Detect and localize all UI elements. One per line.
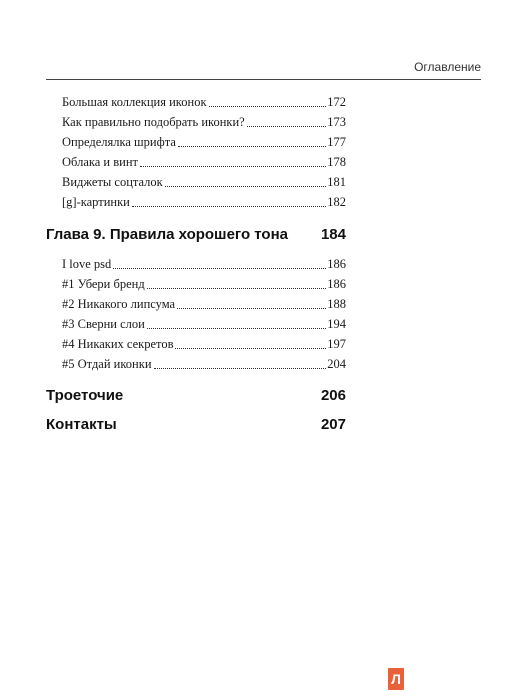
toc-entry-title: Определялка шрифта — [62, 135, 176, 149]
toc-entry — [62, 132, 346, 150]
section-page: 207 — [320, 416, 346, 433]
dot-leader — [154, 368, 327, 369]
section-heading — [46, 413, 346, 433]
toc-entry-page: 172 — [327, 95, 346, 109]
dot-leader — [209, 106, 327, 107]
dot-leader — [177, 308, 326, 309]
toc-entry-title: #5 Отдай иконки — [62, 357, 152, 371]
toc-entry-title: #2 Никакого липсума — [62, 297, 176, 311]
toc-entry-page: 186 — [327, 257, 346, 271]
toc-entry — [62, 254, 346, 272]
toc-entry-page: 177 — [327, 135, 346, 149]
toc-entry-page: 182 — [327, 195, 346, 209]
toc-entry — [62, 354, 346, 372]
header-rule — [46, 79, 481, 80]
toc-entry — [62, 152, 346, 170]
toc-entry-title: Большая коллекция иконок — [62, 95, 207, 109]
chapter-page: 184 — [320, 226, 346, 243]
toc-entry-title: Виджеты соцталок — [62, 175, 163, 189]
dot-leader — [175, 348, 326, 349]
toc-entry-page: 186 — [327, 277, 346, 291]
running-header: Оглавление — [414, 60, 481, 74]
toc-entry — [62, 172, 346, 190]
toc-entry-title: #1 Убери бренд — [62, 277, 145, 291]
toc-entry-title: Как правильно подобрать иконки? — [62, 115, 245, 129]
toc-entry-page: 204 — [327, 357, 346, 371]
section-title: Троеточие — [46, 387, 124, 404]
toc-entry — [62, 192, 346, 210]
toc-entry-title: [g]-картинки — [62, 195, 130, 209]
toc-entry — [62, 274, 346, 292]
toc-entry — [62, 112, 346, 130]
dot-leader — [147, 288, 327, 289]
section-heading — [46, 384, 346, 404]
dot-leader — [247, 126, 327, 127]
dot-leader — [147, 328, 326, 329]
toc-entry-page: 181 — [327, 175, 346, 189]
section-title: Контакты — [46, 416, 117, 433]
dot-leader — [178, 146, 326, 147]
dot-leader — [132, 206, 326, 207]
toc-entry-title: Облака и винт — [62, 155, 138, 169]
toc-entry-page: 173 — [327, 115, 346, 129]
toc-entry — [62, 314, 346, 332]
publisher-logo-icon: Л — [388, 668, 404, 690]
toc-entry-title: #4 Никаких секретов — [62, 337, 174, 351]
toc-entry-page: 194 — [327, 317, 346, 331]
toc-entry — [62, 294, 346, 312]
toc-entry-title: #3 Сверни слои — [62, 317, 145, 331]
toc-entry — [62, 92, 346, 110]
toc-entry-page: 188 — [327, 297, 346, 311]
toc-entry-title: I love psd — [62, 257, 112, 271]
dot-leader — [113, 268, 326, 269]
toc-entry — [62, 334, 346, 352]
chapter-heading — [46, 223, 346, 243]
dot-leader — [165, 186, 327, 187]
toc-entry-page: 178 — [327, 155, 346, 169]
section-page: 206 — [320, 387, 346, 404]
dot-leader — [140, 166, 326, 167]
chapter-title: Глава 9. Правила хорошего тона — [46, 226, 288, 243]
toc-entry-page: 197 — [327, 337, 346, 351]
